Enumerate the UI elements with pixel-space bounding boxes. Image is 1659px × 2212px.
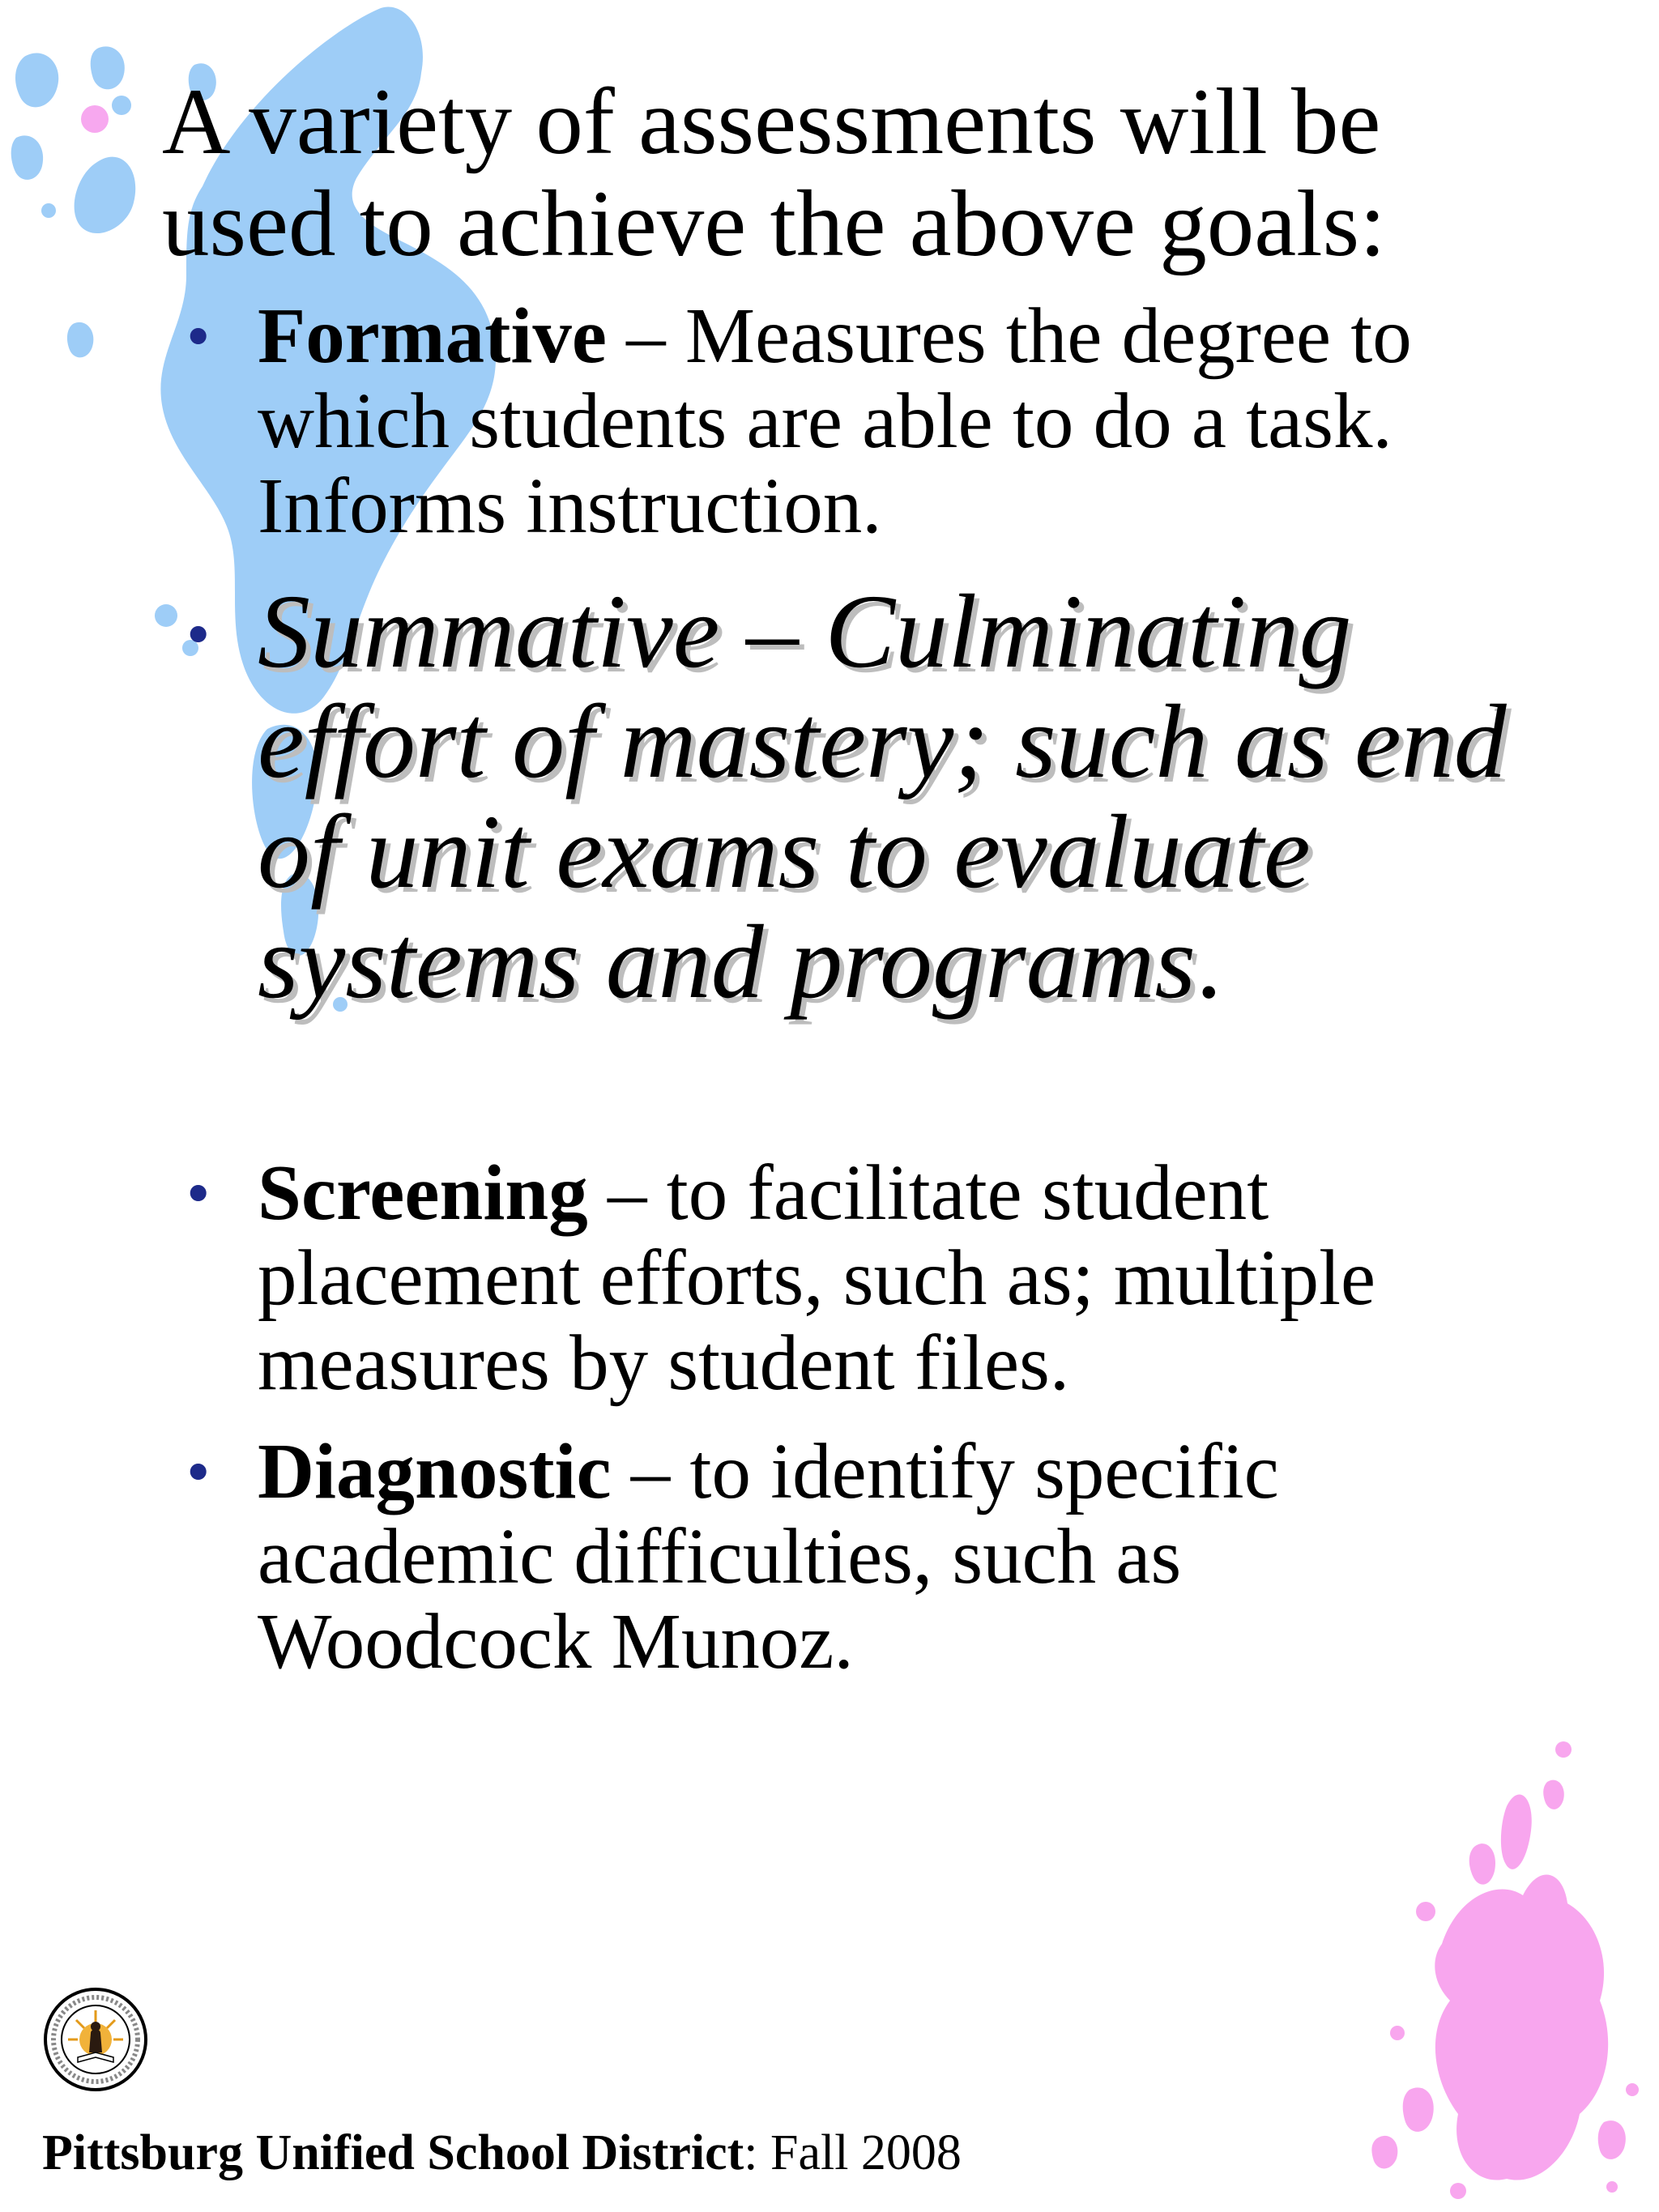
- sub-item-screening: [186, 1149, 1521, 1406]
- sub-item-diagnostic: [186, 1428, 1521, 1685]
- sub-item-term: Diagnostic: [258, 1428, 612, 1515]
- main-bullet-text: A variety of assessments will be used to achieve the above goals:: [162, 70, 1386, 276]
- sub-item-text: [258, 293, 1521, 548]
- sub-item-term: Formative: [258, 292, 607, 379]
- sub-item-formative: [186, 292, 1521, 549]
- sub-item-description: – to facilitate student placement efforts, such as; multiple measures by student files.: [258, 1149, 1376, 1406]
- footer-org: Pittsburg Unified School District: [42, 2125, 744, 2180]
- school-seal-logo-icon: [42, 1986, 149, 2093]
- sub-item-term: Screening: [258, 1149, 588, 1236]
- sub-item-description: – to identify specific academic difficulties, such as Woodcock Munoz.: [258, 1428, 1279, 1685]
- sub-item-description: – Measures the degree to which students are able to do a task. Informs instruction.: [258, 292, 1412, 549]
- footer: [42, 2122, 962, 2184]
- bullet-dot-icon: •: [186, 1156, 211, 1231]
- bullet-dot-icon: •: [186, 1434, 211, 1510]
- main-bullet-dot-icon: [81, 105, 109, 133]
- bullet-dot-icon: •: [186, 597, 211, 672]
- sub-item-text: [258, 1150, 1521, 1405]
- sub-item-description: .: [1196, 904, 1222, 1021]
- sub-item-text: [258, 573, 1521, 1021]
- bullet-dot-icon: •: [186, 299, 211, 374]
- sub-item-term: Summative – Culminating effort of mastery; such as end of unit exams to evaluate systems and programs: [258, 573, 1507, 1021]
- sub-item-text: [258, 1429, 1521, 1684]
- sub-item-summative: [186, 573, 1521, 1021]
- footer-suffix: : Fall 2008: [744, 2125, 962, 2180]
